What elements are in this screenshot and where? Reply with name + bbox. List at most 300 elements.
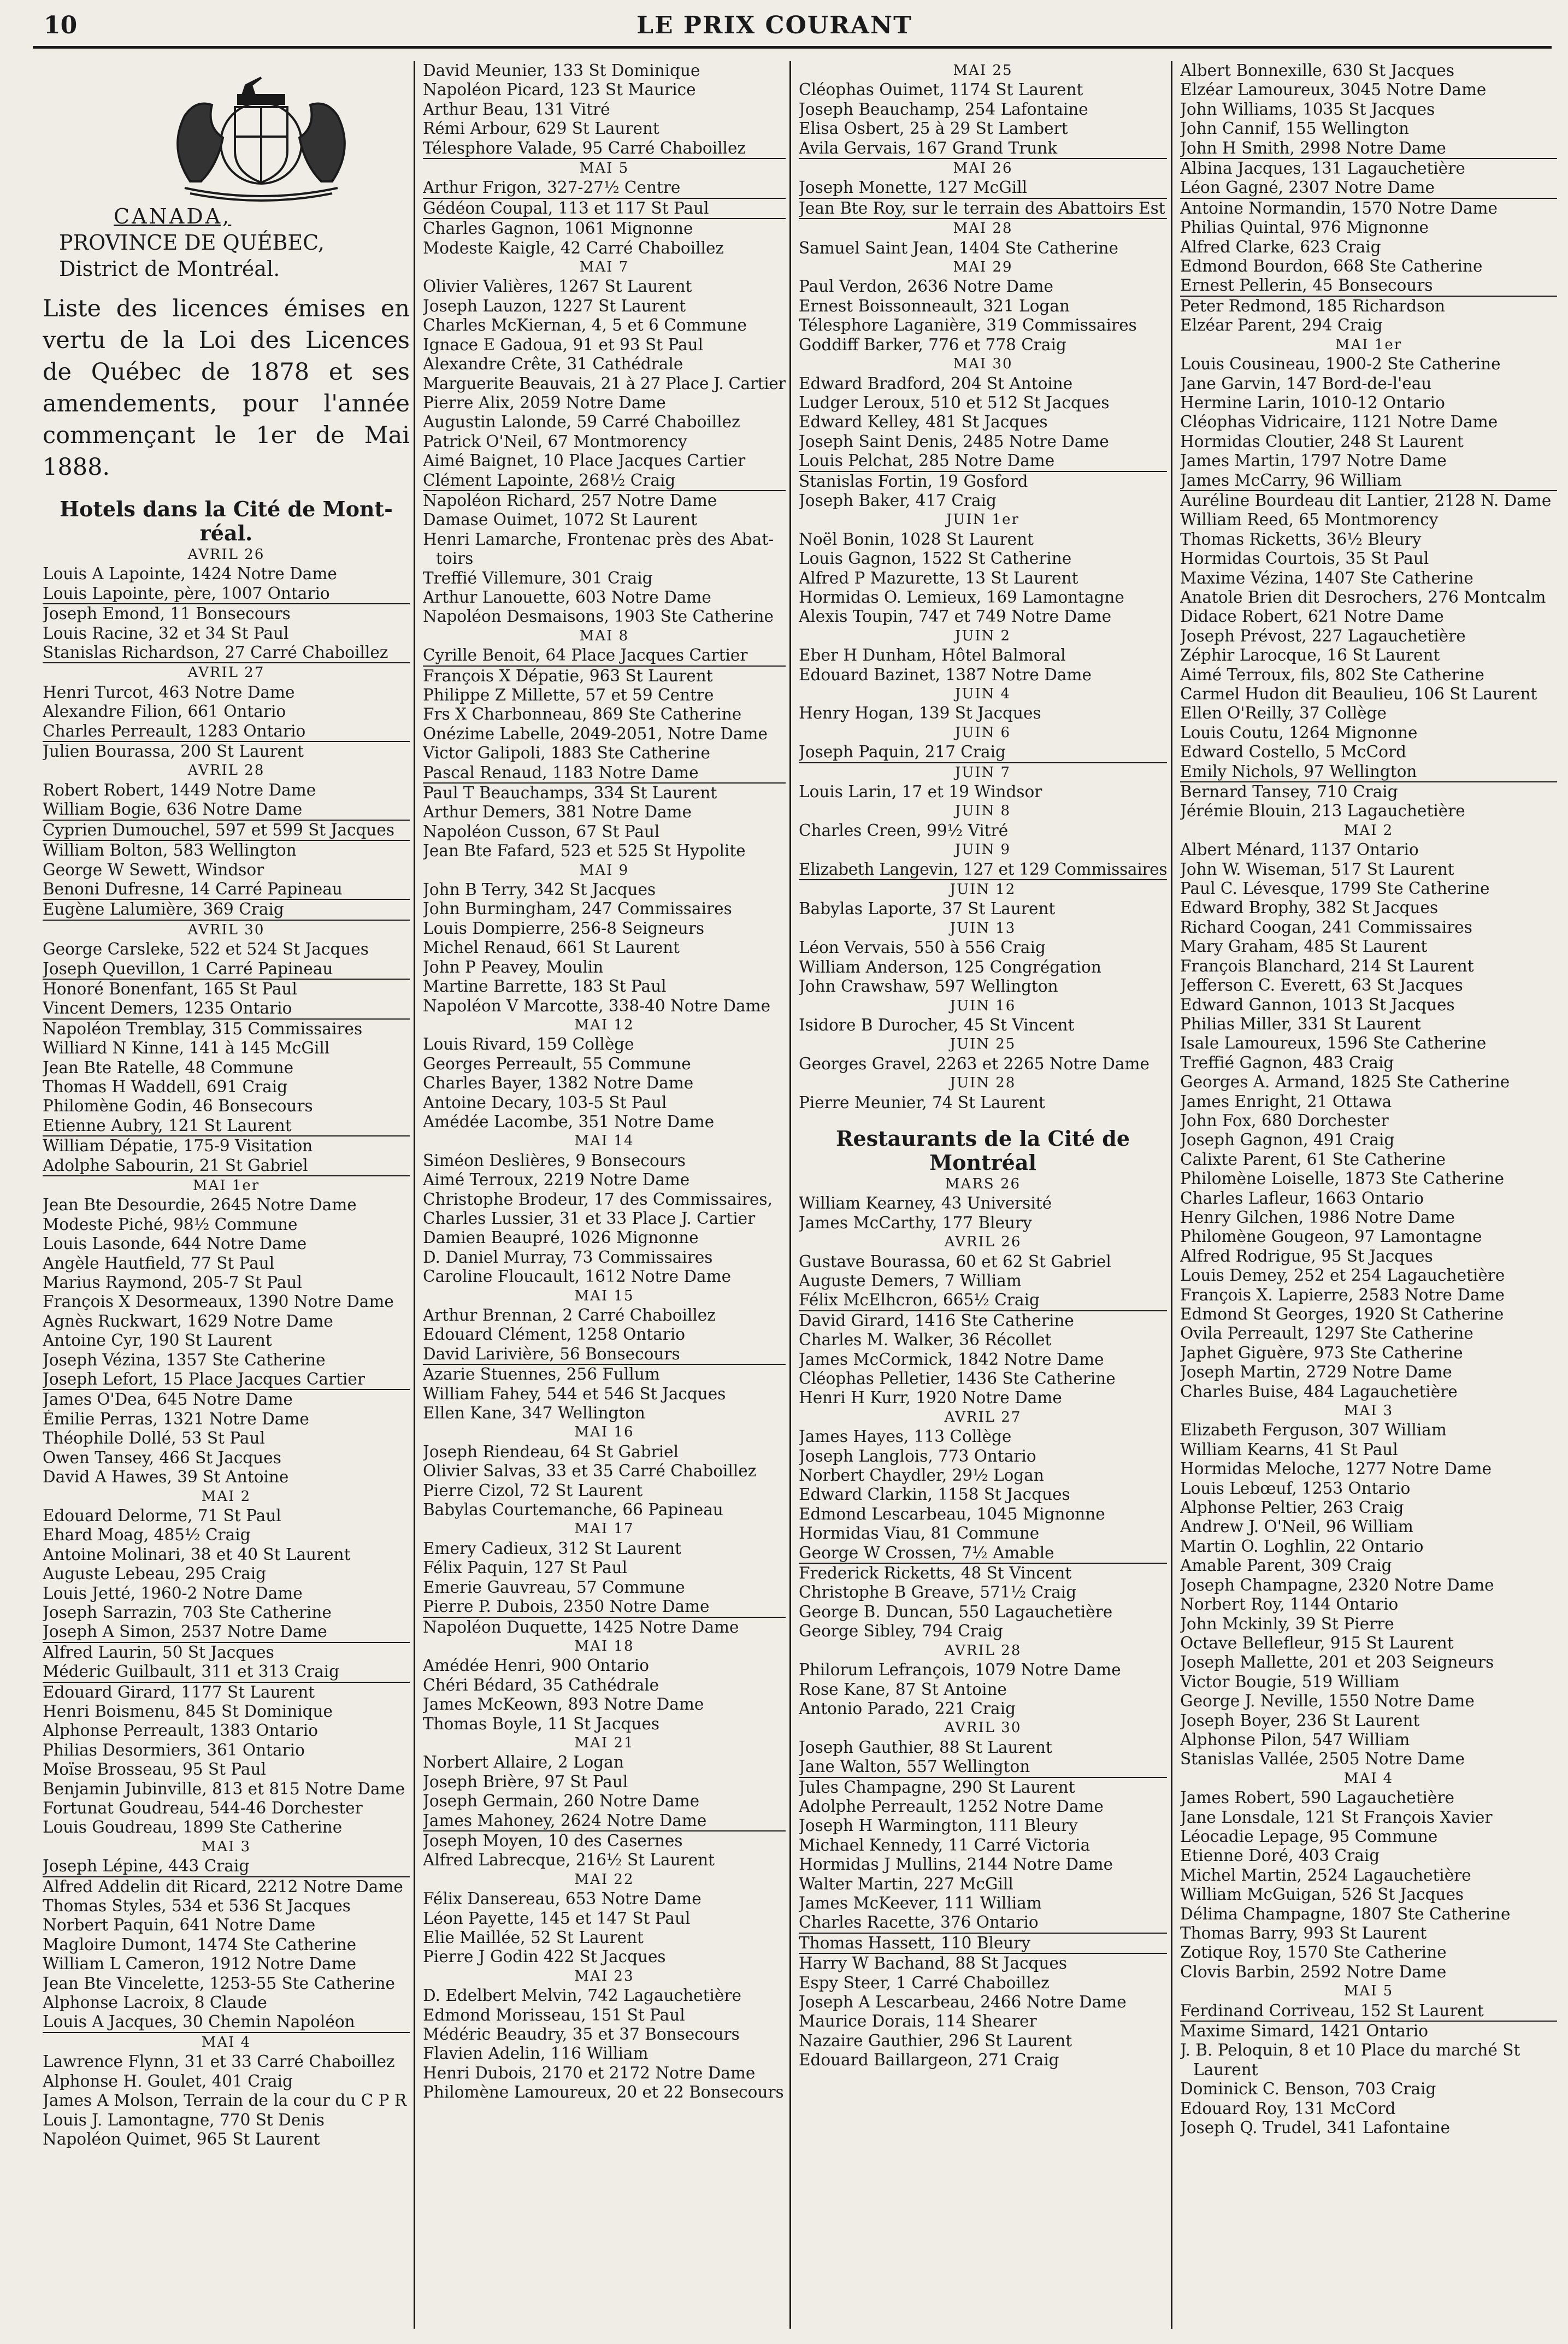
licence-entry: Benoni Dufresne, 14 Carré Papineau — [43, 880, 410, 900]
licence-entry: Joseph Q. Trudel, 341 Lafontaine — [1180, 2118, 1451, 2137]
licence-entry: James Martin, 1797 Notre Dame — [1180, 451, 1447, 470]
licence-entry: Antoine Decary, 103-5 St Paul — [423, 1093, 667, 1112]
licence-entry: Fortunat Goudreau, 544-46 Dorchester — [43, 1799, 363, 1817]
date-heading: MAI 23 — [574, 1968, 634, 1984]
date-heading: MAI 2 — [1343, 822, 1394, 839]
licence-entry: Auguste Lebeau, 295 Craig — [43, 1564, 267, 1583]
licence-entry: Samuel Saint Jean, 1404 Ste Catherine — [799, 238, 1118, 257]
licence-entry: Arthur Beau, 131 Vitré — [423, 99, 610, 119]
licence-entry: Louis Cousineau, 1900-2 Ste Catherine — [1180, 355, 1501, 374]
licence-entry: Ignace E Gadoua, 91 et 93 St Paul — [423, 335, 704, 354]
licence-entry: Alphonse Perreault, 1383 Ontario — [43, 1721, 319, 1740]
licence-entry: Pierre Cizol, 72 St Laurent — [423, 1481, 643, 1500]
licence-entry: Joseph Saint Denis, 2485 Notre Dame — [799, 432, 1109, 451]
date-heading: JUIN 28 — [950, 1075, 1016, 1092]
date-heading: JUIN 2 — [954, 627, 1011, 644]
licence-entry: Julien Bourassa, 200 St Laurent — [43, 742, 304, 761]
date-heading: AVRIL 30 — [187, 921, 265, 938]
licence-entry: Joseph Paquin, 217 Craig — [799, 743, 1167, 763]
licence-entry: Emery Cadieux, 312 St Laurent — [423, 1539, 682, 1558]
licence-entry: Pierre Meunier, 74 St Laurent — [799, 1093, 1045, 1112]
date-heading: AVRIL 28 — [944, 1642, 1022, 1659]
licence-entry: Flavien Adelin, 116 William — [423, 2044, 649, 2063]
licence-entry: Hormidas O. Lemieux, 169 Lamontagne — [799, 587, 1124, 606]
licence-entry: Ferdinand Corriveau, 152 St Laurent — [1180, 2001, 1557, 2022]
licence-entry: Maxime Vézina, 1407 Ste Catherine — [1180, 568, 1473, 587]
licence-entry: Norbert Allaire, 2 Logan — [423, 1753, 624, 1772]
licence-entry: Georges Gravel, 2263 et 2265 Notre Dame — [799, 1054, 1150, 1073]
date-heading: AVRIL 26 — [944, 1234, 1022, 1251]
licence-entry: Joseph Vézina, 1357 Ste Catherine — [43, 1350, 326, 1369]
licence-entry: Joseph Baker, 417 Craig — [799, 491, 997, 510]
licence-entry: John B Terry, 342 St Jacques — [423, 880, 656, 899]
licence-entry: Hermine Larin, 1010-12 Ontario — [1180, 393, 1445, 412]
licence-entry: Louis Racine, 32 et 34 St Paul — [43, 623, 289, 643]
column-4 — [1180, 61, 1557, 2329]
licence-entry: Napoléon Richard, 257 Notre Dame — [423, 491, 717, 510]
licence-entry: Émilie Perras, 1321 Notre Dame — [43, 1409, 309, 1428]
licence-entry: Lawrence Flynn, 31 et 33 Carré Chaboillez — [43, 2052, 395, 2071]
date-heading: MAI 3 — [1343, 1403, 1394, 1420]
licence-entry: Antoine Normandin, 1570 Notre Dame — [1180, 198, 1498, 217]
date-heading: JUIN 6 — [954, 724, 1011, 741]
licence-entry: George B. Duncan, 550 Lagauchetière — [799, 1602, 1113, 1621]
licence-entry: Ernest Pellerin, 45 Bonsecours — [1180, 276, 1557, 296]
licence-entry: James O'Dea, 645 Notre Dame — [43, 1390, 293, 1409]
licence-entry: George Sibley, 794 Craig — [799, 1622, 1003, 1641]
column-1 — [43, 61, 410, 2329]
licence-entry: Napoléon Cusson, 67 St Paul — [423, 822, 660, 841]
licence-entry: Eugène Lalumière, 369 Craig — [43, 900, 410, 920]
page-number: 10 — [44, 11, 78, 39]
licence-entry: Zéphir Larocque, 16 St Laurent — [1180, 646, 1440, 665]
licence-entry: Joseph Mallette, 201 et 203 Seigneurs — [1180, 1653, 1494, 1672]
section-heading: Restaurants de la Cité de Montréal — [835, 1126, 1130, 1175]
licence-entry: William Kearney, 43 Université — [799, 1194, 1052, 1213]
date-heading: MAI 3 — [201, 1838, 251, 1855]
licence-entry: Antoine Molinari, 38 et 40 St Laurent — [43, 1545, 351, 1564]
licence-entry: Clément Lapointe, 268½ Craig — [423, 471, 786, 491]
licence-entry: Patrick O'Neil, 67 Montmorency — [423, 432, 687, 451]
licence-entry: Octave Bellefleur, 915 St Laurent — [1180, 1633, 1454, 1652]
licence-entry: Amédée Henri, 900 Ontario — [423, 1656, 649, 1675]
date-heading: JUIN 7 — [954, 764, 1011, 781]
date-heading: MAI 29 — [953, 259, 1013, 276]
licence-entry: Joseph Martin, 2729 Notre Dame — [1180, 1363, 1452, 1382]
licence-entry: Philomène Gougeon, 97 Lamontagne — [1180, 1227, 1482, 1246]
date-heading: MAI 18 — [574, 1638, 634, 1654]
licence-entry: Joseph Sarrazin, 703 Ste Catherine — [43, 1603, 332, 1622]
licence-entry: Joseph Quevillon, 1 Carré Papineau — [43, 959, 410, 980]
licence-entry: Télesphore Laganière, 319 Commissaires — [799, 316, 1137, 335]
licence-entry: Onézime Labelle, 2049-2051, Notre Dame — [423, 724, 768, 743]
licence-entry: Auréline Bourdeau dit Lantier, 2128 N. Dame — [1180, 491, 1552, 510]
licence-entry: Goddiff Barker, 776 et 778 Craig — [799, 335, 1066, 354]
licence-entry: Pascal Renaud, 1183 Notre Dame — [423, 763, 786, 784]
licence-entry: Alfred Rodrigue, 95 St Jacques — [1180, 1246, 1433, 1265]
licence-entry: William Anderson, 125 Congrégation — [799, 957, 1101, 976]
licence-entry: Isale Lamoureux, 1596 Ste Catherine — [1180, 1034, 1487, 1053]
page-title: LE PRIX COURANT — [636, 11, 912, 39]
date-heading: JUIN 16 — [950, 997, 1016, 1014]
licence-entry: Elzéar Parent, 294 Craig — [1180, 316, 1383, 335]
licence-entry: Louis A Lapointe, 1424 Notre Dame — [43, 564, 337, 584]
licence-entry: Harry W Bachand, 88 St Jacques — [799, 1954, 1068, 1973]
date-heading: MAI 9 — [579, 862, 629, 879]
licence-entry: Maurice Dorais, 114 Shearer — [799, 2012, 1037, 2031]
licence-entry: Elisa Osbert, 25 à 29 St Lambert — [799, 119, 1068, 138]
licence-entry: Louis J. Lamontagne, 770 St Denis — [43, 2110, 325, 2129]
licence-entry: Alphonse Lacroix, 8 Claude — [43, 1993, 267, 2012]
licence-entry: Méderic Guilbault, 311 et 313 Craig — [43, 1662, 410, 1682]
licence-entry: James Hayes, 113 Collège — [799, 1427, 1012, 1446]
licence-entry: Edward Kelley, 481 St Jacques — [799, 413, 1048, 432]
licence-entry: Pierre P. Dubois, 2350 Notre Dame — [423, 1597, 786, 1617]
licence-entry: John Crawshaw, 597 Wellington — [799, 977, 1058, 996]
licence-entry: Martin O. Loghlin, 22 Ontario — [1180, 1536, 1424, 1556]
licence-entry: Agnès Ruckwart, 1629 Notre Dame — [43, 1311, 333, 1330]
licence-entry: William Bogie, 636 Notre Dame — [43, 800, 410, 820]
licence-entry: Joseph H Warmington, 111 Bleury — [799, 1816, 1078, 1835]
licence-entry: Charles Lussier, 31 et 33 Place J. Cartier — [423, 1209, 756, 1228]
licence-entry: Jean Bte Vincelette, 1253-55 Ste Catherine — [43, 1974, 395, 1993]
licence-entry: Etienne Doré, 403 Craig — [1180, 1846, 1380, 1865]
licence-entry: Chéri Bédard, 35 Cathédrale — [423, 1675, 659, 1694]
licence-entry: Joseph A Simon, 2537 Notre Dame — [43, 1622, 410, 1642]
licence-entry: Jane Garvin, 147 Bord-de-l'eau — [1180, 374, 1432, 393]
licence-entry: Marguerite Beauvais, 21 à 27 Place J. Cartier — [423, 374, 786, 393]
licence-entry: David A Hawes, 39 St Antoine — [43, 1468, 289, 1487]
licence-entry: Magloire Dumont, 1474 Ste Catherine — [43, 1935, 357, 1954]
licence-entry: Alfred P Mazurette, 13 St Laurent — [799, 568, 1078, 587]
licence-entry: Joseph Champagne, 2320 Notre Dame — [1180, 1575, 1494, 1594]
licence-entry: Henri Boismenu, 845 St Dominique — [43, 1701, 333, 1721]
licence-entry: Joseph Prévost, 227 Lagauchetière — [1180, 626, 1466, 645]
licence-entry: Philomène Lamoureux, 20 et 22 Bonsecours — [423, 2083, 784, 2102]
licence-entry: Damase Ouimet, 1072 St Laurent — [423, 510, 697, 529]
licence-entry: Philias Desormiers, 361 Ontario — [43, 1740, 305, 1759]
licence-entry: Philorum Lefrançois, 1079 Notre Dame — [799, 1660, 1121, 1680]
date-heading: MAI 8 — [579, 627, 629, 644]
licence-entry: William Dépatie, 175-9 Visitation — [43, 1136, 313, 1156]
date-heading: MAI 16 — [574, 1424, 634, 1441]
licence-entry: Bernard Tansey, 710 Craig — [1180, 782, 1398, 802]
licence-entry: Modeste Kaigle, 42 Carré Chaboillez — [423, 238, 724, 257]
licence-entry: Rémi Arbour, 629 St Laurent — [423, 119, 659, 138]
licence-entry: Ovila Perreault, 1297 Ste Catherine — [1180, 1324, 1473, 1343]
licence-entry: Paul Verdon, 2636 Notre Dame — [799, 277, 1053, 296]
licence-entry: Napoléon Picard, 123 St Maurice — [423, 80, 696, 99]
licence-entry: Thomas Barry, 993 St Laurent — [1180, 1924, 1427, 1942]
licence-entry: Stanislas Fortin, 19 Gosford — [799, 472, 1028, 491]
licence-entry: Joseph Lépine, 443 Craig — [43, 1857, 410, 1877]
licence-entry: Léon Vervais, 550 à 556 Craig — [799, 938, 1046, 957]
date-heading: MAI 1er — [1335, 336, 1402, 353]
licence-entry: Gustave Bourassa, 60 et 62 St Gabriel — [799, 1252, 1111, 1271]
licence-entry: Louis Pelchat, 285 Notre Dame — [799, 451, 1167, 472]
licence-entry: Jules Champagne, 290 St Laurent — [799, 1777, 1075, 1797]
licence-entry: Alexandre Crête, 31 Cathédrale — [423, 355, 683, 374]
licence-entry: Antoine Cyr, 190 St Laurent — [43, 1331, 272, 1350]
licence-entry: Auguste Demers, 7 William — [799, 1271, 1022, 1290]
licence-entry: Isidore B Durocher, 45 St Vincent — [799, 1015, 1075, 1034]
licence-entry: Honoré Bonenfant, 165 St Paul — [43, 979, 297, 998]
licence-entry: Théophile Dollé, 53 St Paul — [43, 1429, 265, 1448]
date-heading: JUIN 9 — [954, 841, 1011, 858]
licence-entry: Alphonse Peltier, 263 Craig — [1180, 1498, 1404, 1517]
licence-entry: Hormidas Cloutier, 248 St Laurent — [1180, 432, 1464, 451]
licence-entry: Eber H Dunham, Hôtel Balmoral — [799, 646, 1066, 665]
licence-entry: Olivier Valières, 1267 St Laurent — [423, 277, 692, 296]
licence-entry: François X Dépatie, 963 St Laurent — [423, 666, 713, 685]
licence-entry: Aimé Terroux, fils, 802 Ste Catherine — [1180, 665, 1484, 684]
licence-entry: James McCarry, 96 William — [1180, 471, 1557, 491]
date-heading: MAI 5 — [1343, 1983, 1394, 2000]
licence-entry: Pierre Alix, 2059 Notre Dame — [423, 393, 666, 412]
licence-entry: Walter Martin, 227 McGill — [799, 1874, 1013, 1893]
licence-entry: Henry Gilchen, 1986 Notre Dame — [1180, 1208, 1455, 1227]
licence-entry: Nazaire Gauthier, 296 St Laurent — [799, 2031, 1072, 2050]
licence-entry: Modeste Piché, 98½ Commune — [43, 1215, 298, 1234]
licence-entry: John W. Wiseman, 517 St Laurent — [1180, 859, 1454, 879]
section-gap — [799, 1112, 1167, 1127]
date-heading: MAI 5 — [579, 160, 629, 177]
licence-entry: Léocadie Lepage, 95 Commune — [1180, 1827, 1438, 1846]
licence-entry: Edmond Bourdon, 668 Ste Catherine — [1180, 257, 1483, 276]
date-heading: MAI 7 — [579, 259, 629, 276]
licence-entry: Félix Dansereau, 653 Notre Dame — [423, 1889, 702, 1909]
licence-entry: James A Molson, Terrain de la cour du C P R — [43, 2091, 407, 2110]
date-heading: JUIN 8 — [954, 803, 1011, 820]
licence-entry: George W Crossen, 7½ Amable — [799, 1544, 1167, 1564]
licence-entry: Carmel Hudon dit Beaulieu, 106 St Laurent — [1180, 685, 1537, 703]
licence-entry: Elie Maillée, 52 St Laurent — [423, 1928, 644, 1947]
date-heading: MARS 26 — [945, 1175, 1021, 1192]
licence-entry: Peter Redmond, 185 Richardson — [1180, 296, 1446, 315]
licence-entry: François Blanchard, 214 St Laurent — [1180, 956, 1474, 975]
licence-entry: David Girard, 1416 Ste Catherine — [799, 1311, 1074, 1330]
licence-entry: Albert Ménard, 1137 Ontario — [1180, 840, 1419, 859]
licence-entry: Joseph Beauchamp, 254 Lafontaine — [799, 99, 1088, 119]
licence-entry: Louis Demey, 252 et 254 Lagauchetière — [1180, 1266, 1505, 1285]
licence-entry: Adolphe Perreault, 1252 Notre Dame — [799, 1797, 1104, 1816]
licence-entry: Avila Gervais, 167 Grand Trunk — [799, 139, 1167, 159]
licence-entry: Henry Hogan, 139 St Jacques — [799, 704, 1041, 723]
licence-entry: Siméon Deslières, 9 Bonsecours — [423, 1151, 686, 1170]
licence-entry: toirs — [436, 549, 474, 568]
licence-entry: George J. Neville, 1550 Notre Dame — [1180, 1692, 1475, 1711]
date-heading: JUIN 1er — [946, 511, 1019, 528]
licence-entry: Philias Miller, 331 St Laurent — [1180, 1014, 1421, 1033]
licence-entry: Philippe Z Millette, 57 et 59 Centre — [423, 686, 714, 704]
licence-entry: Christophe Brodeur, 17 des Commissaires, — [423, 1189, 773, 1209]
licence-entry: Edward Gannon, 1013 St Jacques — [1180, 995, 1455, 1014]
licence-entry: Etienne Aubry, 121 St Laurent — [43, 1116, 410, 1136]
licence-entry: Angèle Hautfield, 77 St Paul — [43, 1253, 275, 1273]
licence-entry: Pierre J Godin 422 St Jacques — [423, 1947, 666, 1966]
licence-entry: Joseph Lauzon, 1227 St Laurent — [423, 296, 686, 315]
licence-entry: James Robert, 590 Lagauchetière — [1180, 1788, 1455, 1807]
licence-entry: Thomas Boyle, 11 St Jacques — [423, 1714, 660, 1733]
licence-entry: Edward Clarkin, 1158 St Jacques — [799, 1485, 1070, 1504]
licence-entry: James Enright, 21 Ottawa — [1180, 1092, 1392, 1111]
licence-entry: Paul T Beauchamps, 334 St Laurent — [423, 784, 717, 803]
licence-entry: Rose Kane, 87 St Antoine — [799, 1680, 1007, 1699]
licence-entry: Joseph Germain, 260 Notre Dame — [423, 1792, 700, 1811]
licence-entry: James Mahoney, 2624 Notre Dame — [423, 1811, 786, 1831]
licence-entry: Délima Champagne, 1807 Ste Catherine — [1180, 1904, 1511, 1923]
licence-entry: Napoléon Duquette, 1425 Notre Dame — [423, 1617, 739, 1636]
date-heading: MAI 17 — [574, 1521, 634, 1538]
licence-entry: Laurent — [1193, 2060, 1258, 2079]
licence-entry: Jane Lonsdale, 121 St François Xavier — [1180, 1807, 1493, 1827]
licence-entry: Louis Dompierre, 256-8 Seigneurs — [423, 918, 704, 938]
licence-entry: Christophe B Greave, 571½ Craig — [799, 1583, 1077, 1602]
licence-entry: Louis Coutu, 1264 Mignonne — [1180, 723, 1418, 742]
licence-entry: Japhet Giguère, 973 Ste Catherine — [1180, 1343, 1463, 1362]
date-heading: MAI 25 — [953, 62, 1013, 79]
licence-entry: Cléophas Pelletier, 1436 Ste Catherine — [799, 1369, 1116, 1388]
licence-entry: Arthur Brennan, 2 Carré Chaboillez — [423, 1306, 716, 1324]
licence-entry: Louis Lasonde, 644 Notre Dame — [43, 1234, 307, 1253]
licence-entry: J. B. Peloquin, 8 et 10 Place du marché St — [1180, 2041, 1520, 2060]
licence-entry: Albert Bonnexille, 630 St Jacques — [1180, 61, 1455, 80]
licence-entry: Louis Lapointe, père, 1007 Ontario — [43, 584, 410, 604]
date-heading: JUIN 4 — [954, 686, 1011, 702]
licence-entry: Elizabeth Ferguson, 307 William — [1180, 1421, 1447, 1440]
licence-entry: Cyprien Dumouchel, 597 et 599 St Jacques — [43, 821, 410, 841]
licence-entry: Thomas H Waddell, 691 Craig — [43, 1077, 288, 1096]
licence-entry: Alfred Addelin dit Ricard, 2212 Notre Dame — [43, 1877, 403, 1896]
licence-entry: Georges Perreault, 55 Commune — [423, 1054, 691, 1073]
licence-entry: Aimé Terroux, 2219 Notre Dame — [423, 1170, 690, 1189]
licence-entry: Babylas Courtemanche, 66 Papineau — [423, 1500, 723, 1520]
licence-entry: Georges A. Armand, 1825 Ste Catherine — [1180, 1073, 1510, 1092]
licence-entry: Charles McKiernan, 4, 5 et 6 Commune — [423, 316, 747, 335]
licence-entry: Joseph Lefort, 15 Place Jacques Cartier — [43, 1370, 410, 1390]
licence-entry: Télesphore Valade, 95 Carré Chaboillez — [423, 139, 786, 159]
licence-entry: Edward Bradford, 204 St Antoine — [799, 374, 1073, 393]
licence-entry: Henri Dubois, 2170 et 2172 Notre Dame — [423, 2063, 756, 2082]
column-divider — [414, 61, 415, 2329]
licence-entry: Hormidas Meloche, 1277 Notre Dame — [1180, 1459, 1492, 1479]
intro-paragraph: Liste des licences émises en vertu de la Loi des Licences de Québec de 1878 et ses amendements, pour l'année commençant le 1er de Mai 1888. — [43, 295, 410, 481]
licence-entry: George W Sewett, Windsor — [43, 860, 264, 879]
licence-entry: Edmond Morisseau, 151 St Paul — [423, 2005, 685, 2024]
licence-entry: Napoléon Desmaisons, 1903 Ste Catherine — [423, 607, 774, 626]
licence-entry: Treffié Villemure, 301 Craig — [423, 568, 653, 587]
licence-entry: John Fox, 680 Dorchester — [1180, 1111, 1389, 1130]
province-label: PROVINCE DE QUÉBEC, — [59, 231, 325, 255]
licence-entry: Frederick Ricketts, 48 St Vincent — [799, 1564, 1072, 1583]
licence-entry: Benjamin Jubinville, 813 et 815 Notre Dame — [43, 1779, 405, 1798]
licence-entry: Gédéon Coupal, 113 et 117 St Paul — [423, 199, 786, 219]
licence-entry: Philomène Godin, 46 Bonsecours — [43, 1097, 313, 1116]
licence-entry: David Meunier, 133 St Dominique — [423, 61, 700, 80]
date-heading: MAI 15 — [574, 1287, 634, 1304]
licence-entry: Martine Barrette, 183 St Paul — [423, 977, 667, 996]
licence-entry: Louis Gagnon, 1522 St Catherine — [799, 549, 1072, 568]
licence-entry: Emily Nichols, 97 Wellington — [1180, 762, 1557, 782]
licence-entry: Norbert Chaydler, 29½ Logan — [799, 1466, 1044, 1485]
licence-entry: Norbert Roy, 1144 Ontario — [1180, 1595, 1399, 1614]
licence-entry: James McKeown, 893 Notre Dame — [423, 1695, 704, 1714]
licence-entry: Babylas Laporte, 37 St Laurent — [799, 899, 1056, 918]
licence-entry: Marius Raymond, 205-7 St Paul — [43, 1273, 302, 1292]
licence-entry: Augustin Lalonde, 59 Carré Chaboillez — [423, 413, 740, 432]
licence-entry: Charles Bayer, 1382 Notre Dame — [423, 1074, 694, 1093]
date-heading: JUIN 25 — [950, 1036, 1016, 1053]
licence-entry: David Larivière, 56 Bonsecours — [423, 1345, 786, 1365]
licence-entry: Joseph Emond, 11 Bonsecours — [43, 604, 291, 623]
licence-entry: Paul C. Lévesque, 1799 Ste Catherine — [1180, 879, 1490, 898]
licence-entry: Alphonse H. Goulet, 401 Craig — [43, 2071, 293, 2090]
licence-entry: William L Cameron, 1912 Notre Dame — [43, 1954, 357, 1974]
licence-entry: Ellen O'Reilly, 37 Collège — [1180, 704, 1387, 723]
licence-entry: Stanislas Richardson, 27 Carré Chaboillez — [43, 643, 410, 663]
licence-entry: Jérémie Blouin, 213 Lagauchetière — [1180, 802, 1465, 821]
licence-entry: Henri Turcot, 463 Notre Dame — [43, 682, 295, 702]
licence-entry: John Williams, 1035 St Jacques — [1180, 99, 1435, 119]
column-divider — [1171, 61, 1172, 2329]
licence-entry: Edouard Baillargeon, 271 Craig — [799, 2051, 1059, 2070]
licence-entry: Aimé Baignet, 10 Place Jacques Cartier — [423, 451, 746, 470]
licence-entry: Cléophas Ouimet, 1174 St Laurent — [799, 80, 1083, 99]
licence-entry: Thomas Hassett, 110 Bleury — [799, 1934, 1167, 1954]
licence-entry: Stanislas Vallée, 2505 Notre Dame — [1180, 1750, 1465, 1769]
date-heading: AVRIL 27 — [944, 1409, 1022, 1426]
licence-entry: Didace Robert, 621 Notre Dame — [1180, 607, 1444, 626]
licence-entry: John Burmingham, 247 Commissaires — [423, 899, 732, 918]
licence-entry: Alfred Laurin, 50 St Jacques — [43, 1642, 274, 1662]
licence-entry: Treffié Gagnon, 483 Craig — [1180, 1053, 1394, 1072]
date-heading: MAI 21 — [574, 1734, 634, 1751]
licence-entry: Williard N Kinne, 141 à 145 McGill — [43, 1039, 330, 1058]
licence-entry: Philomène Loiselle, 1873 Ste Catherine — [1180, 1169, 1505, 1188]
licence-entry: James McKeever, 111 William — [799, 1893, 1042, 1912]
licence-entry: Napoléon Quimet, 965 St Laurent — [43, 2129, 320, 2148]
licence-entry: Norbert Paquin, 641 Notre Dame — [43, 1916, 316, 1935]
licence-entry: Joseph Monette, 127 McGill — [799, 178, 1167, 198]
licence-entry: Henri H Kurr, 1920 Notre Dame — [799, 1388, 1062, 1407]
licence-entry: Richard Coogan, 241 Commissaires — [1180, 917, 1472, 937]
licence-entry: Edmond St Georges, 1920 St Catherine — [1180, 1305, 1504, 1323]
licence-entry: Vincent Demers, 1235 Ontario — [43, 999, 410, 1019]
licence-entry: Zotique Roy, 1570 Ste Catherine — [1180, 1943, 1447, 1962]
licence-entry: Andrew J. O'Neil, 96 William — [1180, 1517, 1413, 1536]
licence-entry: John H Smith, 2998 Notre Dame — [1180, 139, 1557, 159]
licence-entry: Calixte Parent, 61 Ste Catherine — [1180, 1150, 1446, 1169]
licence-entry: Hormidas J Mullins, 2144 Notre Dame — [799, 1855, 1113, 1874]
licence-entry: Charles Buise, 484 Lagauchetière — [1180, 1382, 1458, 1401]
licence-entry: Ernest Boissonneault, 321 Logan — [799, 296, 1070, 315]
royal-coat-of-arms-icon — [108, 61, 410, 203]
licence-entry: Charles Creen, 99½ Vitré — [799, 821, 1009, 840]
licence-entry: D. Daniel Murray, 73 Commissaires — [423, 1247, 713, 1267]
licence-entry: Philias Quintal, 976 Mignonne — [1180, 218, 1429, 237]
licence-entry: Amable Parent, 309 Craig — [1180, 1556, 1392, 1575]
licence-entry: Alfred Clarke, 623 Craig — [1180, 237, 1381, 256]
licence-entry: Charles M. Walker, 36 Récollet — [799, 1330, 1052, 1350]
licence-entry: Cléophas Vidricaire, 1121 Notre Dame — [1180, 413, 1498, 432]
licence-entry: Joseph Brière, 97 St Paul — [423, 1772, 628, 1791]
licence-entry: Cyrille Benoit, 64 Place Jacques Cartier — [423, 646, 786, 666]
date-heading: JUIN 12 — [950, 881, 1016, 898]
licence-entry: Jean Bte Fafard, 523 et 525 St Hypolite — [423, 841, 746, 861]
licence-entry: Thomas Ricketts, 36½ Bleury — [1180, 529, 1422, 549]
canada-label: CANADA, — [114, 204, 232, 228]
licence-entry: Félix Paquin, 127 St Paul — [423, 1558, 628, 1577]
